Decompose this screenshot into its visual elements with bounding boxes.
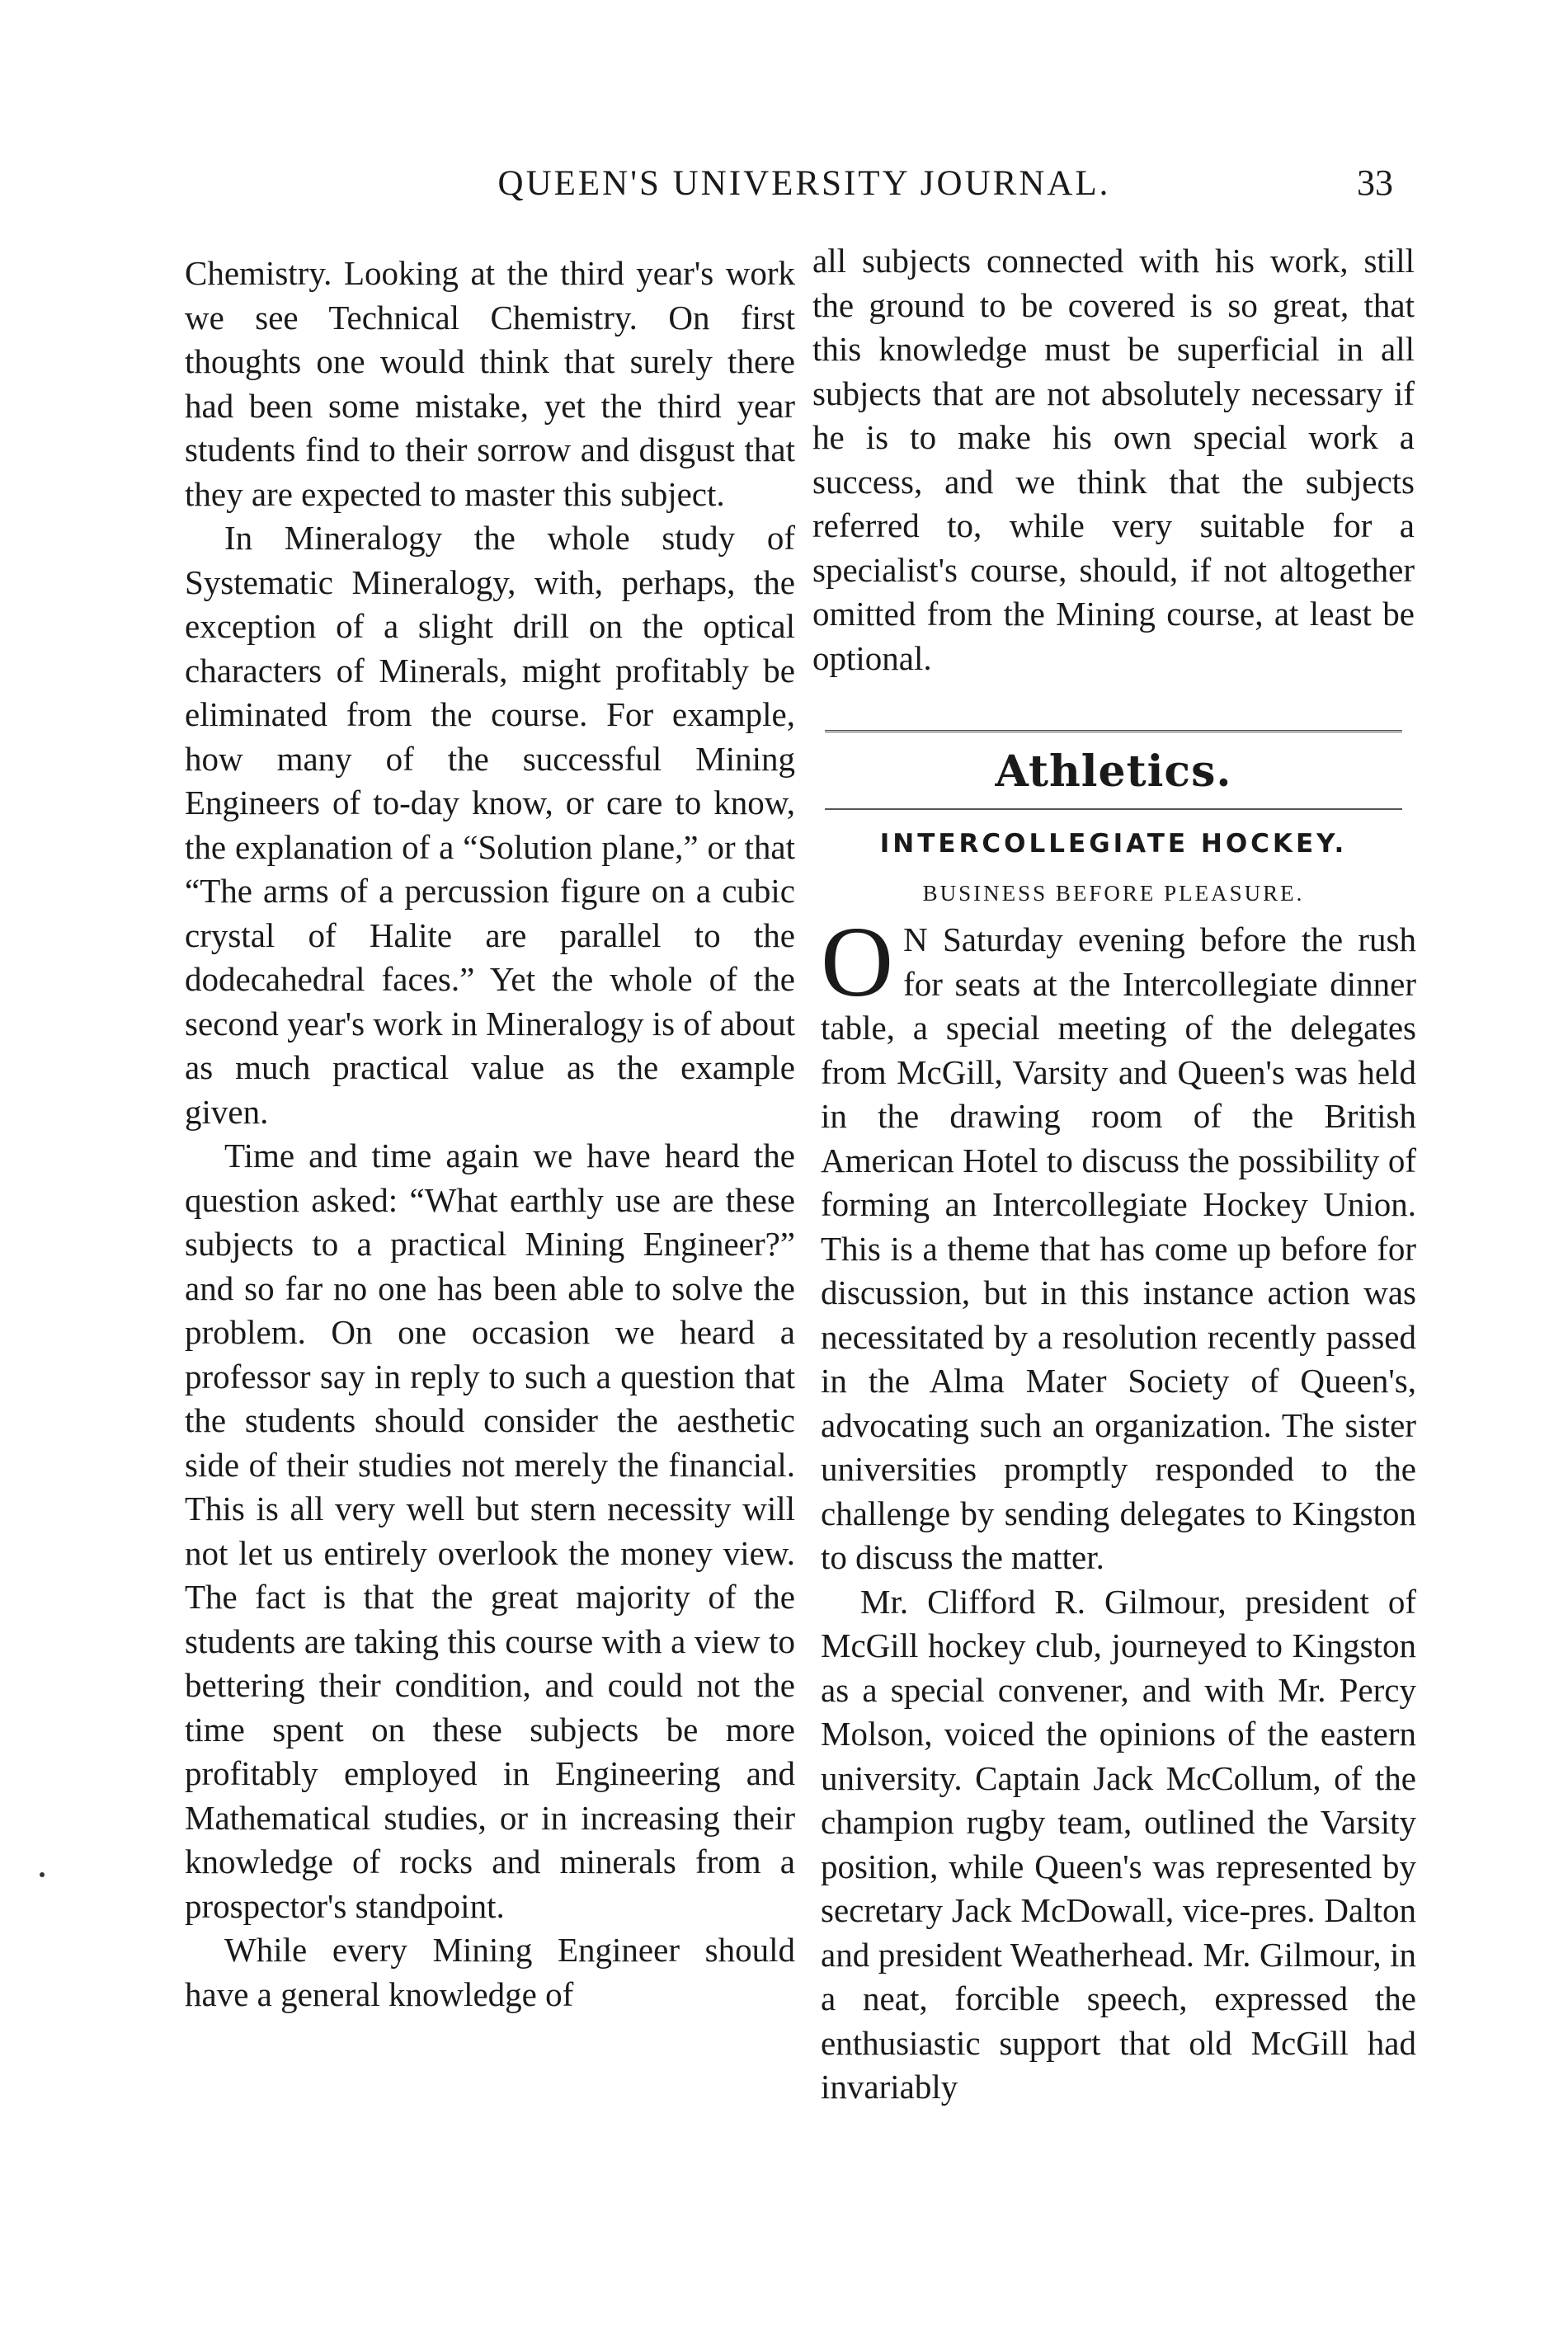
- right-column-continuation: [812, 239, 1415, 680]
- drop-cap: O: [821, 906, 894, 1018]
- article-paragraph-1: [821, 906, 1416, 1580]
- article-headline: INTERCOLLEGIATE HOCKEY.: [879, 829, 1348, 859]
- article-body: [821, 906, 1416, 2110]
- section-title: Athletics.: [995, 746, 1232, 797]
- left-column: [185, 252, 795, 2017]
- left-paragraph-3: Time and time again we have heard the question asked: “What earthly use are these subjects to a practical Mining Engineer?” and so far no one has been able to solve the problem. On one occasion we heard a professor say in reply to such a question that the students should consider the aesthetic side of their studies not merely the financial. This is all very well but stern necessity will not let us entirely overlook the money view. The fact is that the great majority of the students are taking this course with a view to bettering their condition, and could not the time spent on these subjects be more profitably employed in Engineering and Mathematical studies, or in increasing their knowledge of rocks and minerals from a prospector's standpoint.: [185, 1137, 795, 1925]
- section-divider-top: [825, 730, 1402, 735]
- left-paragraph-2: In Mineralogy the whole study of Systematic Mineralogy, with, perhaps, the exception of a slight drill on the optical characters of Minerals, might profitably be eliminated from the course. For example, how many of the successful Mining Engineers of to-day know, or care to know, the explanation of a “Solution plane,” or that “The arms of a percussion figure on a cubic crystal of Halite are parallel to the dodecahedral faces.” Yet the whole of the second year's work in Mineralogy is of about as much practical value as the example given.: [185, 519, 795, 1131]
- ink-speck: [40, 1872, 45, 1877]
- section-divider-bottom: [825, 808, 1402, 810]
- left-paragraph-4: While every Mining Engineer should have a general knowledge of: [185, 1931, 795, 2013]
- running-title: QUEEN'S UNIVERSITY JOURNAL.: [497, 164, 1111, 203]
- left-paragraph-1: Chemistry. Looking at the third year's work we see Technical Chemistry. On first thoughts one would think that surely there had been some mistake, yet the third year students find to their sorrow and disgust that they are expected to master this subject.: [185, 254, 795, 513]
- article-paragraph-2: Mr. Clifford R. Gilmour, president of McGill hockey club, journeyed to Kingston as a special convener, and with Mr. Percy Molson, voiced the opinions of the eastern university. Captain Jack McCollum, of the champion rugby team, outlined the Varsity position, while Queen's was represented by secretary Jack McDowall, vice-pres. Dalton and president Weatherhead. Mr. Gilmour, in a neat, forcible speech, expressed the enthusiastic support that old McGill had invariably: [821, 1582, 1416, 2106]
- page-number: 33: [1357, 162, 1393, 203]
- article-subheadline: BUSINESS BEFORE PLEASURE.: [922, 881, 1305, 906]
- continuation-paragraph: all subjects connected with his work, still the ground to be covered is so great, that this knowledge must be superficial in all subjects that are not absolutely necessary if he is to make his own special work a success, and we think that the subjects referred to, while very suitable for a specialist's course, should, if not altogether omitted from the Mining course, at least be optional.: [812, 242, 1415, 677]
- article-paragraph-1-text: N Saturday evening before the rush for seats at the Intercollegiate dinner table, a special meeting of the delegates from McGill, Varsity and Queen's was held in the drawing room of the British American Hotel to discuss the possibility of forming an Intercollegiate Hockey Union. This is a theme that has come up before for discussion, but in this instance action was necessitated by a resolution recently passed in the Alma Mater Society of Queen's, advocating such an organization. The sister universities promptly responded to the challenge by sending delegates to Kingston to discuss the matter.: [821, 920, 1416, 1576]
